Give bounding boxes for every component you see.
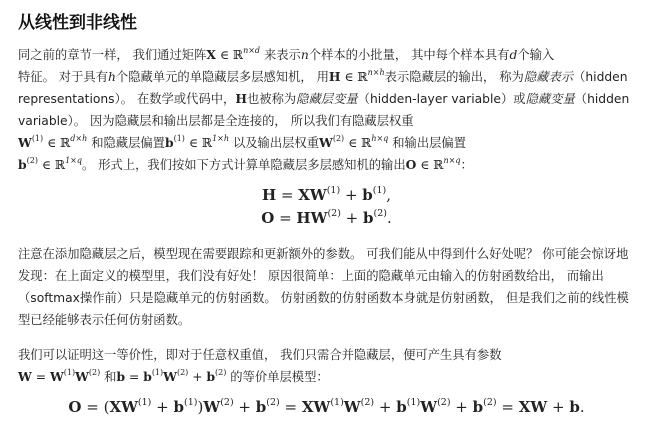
matrix-w1: W — [49, 369, 64, 384]
math-in: ∈ ℝ — [184, 136, 213, 150]
eq-term: XW — [298, 186, 327, 204]
dim-sup: h×q — [371, 134, 389, 143]
math-in: ∈ ℝ — [37, 158, 66, 172]
eq-term: b — [396, 398, 407, 416]
section-heading: 从线性到非线性 — [18, 13, 137, 33]
eq-sign: = — [125, 370, 144, 384]
eq-punct: . — [579, 398, 585, 416]
equation-output-layer — [18, 207, 635, 230]
matrix-h: H — [328, 69, 341, 84]
text: 个输入 — [517, 48, 555, 62]
superscript: (1) — [184, 397, 198, 408]
text: （hidden-layer variable） — [357, 92, 514, 106]
math-in: ∈ ℝ — [215, 48, 244, 62]
eq-term: b — [173, 398, 184, 416]
superscript: (1) — [151, 368, 164, 377]
equation-hidden-layer — [18, 184, 635, 207]
dim-sup: n×d — [243, 46, 261, 55]
superscript: (2) — [215, 368, 227, 377]
eq-plus: + — [340, 209, 364, 227]
paragraph-equivalence — [18, 344, 635, 388]
superscript: (1) — [137, 397, 152, 408]
text: 特征。 对于具有 — [18, 70, 108, 84]
equation-collapse — [18, 396, 635, 419]
superscript: (2) — [26, 156, 38, 165]
text: 个隐藏单元的单隐藏层多层感知机， 用 — [115, 70, 329, 84]
text: 。 因为隐藏层和输出层都是全连接的， 所以我们有隐藏层权重 — [73, 114, 414, 128]
eq-plus: + — [233, 398, 256, 416]
dim-sup: 1×q — [65, 156, 83, 165]
matrix-w2: W — [319, 135, 333, 150]
eq-sign: = — [31, 370, 50, 384]
superscript: (2) — [332, 134, 345, 143]
eq-term: W — [343, 398, 361, 416]
paragraph-intro — [18, 44, 635, 176]
text: 我们可以证明这一等价性，即对于任意权重值， 我们只需合并隐藏层，便可产生具有参数 — [18, 348, 502, 362]
text: 个样本的小批量， 其中每个样本具有 — [308, 48, 510, 62]
text: 来表示 — [260, 48, 301, 62]
eq-lhs: O — [68, 398, 82, 416]
paragraph-affine-note: 注意在添加隐藏层之后，模型现在需要跟踪和更新额外的参数。 可我们能从中得到什么好处呢？ 你可能会惊讶地发现：在上面定义的模型里，我们没有好处！ 原因很简单：上面的隐藏单元由输入的仿射函数给出， 而输出（softmax操作前）只是隐藏单元的仿射函数。 仿射函数的仿射函数本身就是仿射函数， 但是我们之前的线性模型已经能够表示任何仿射函数。 — [18, 247, 629, 327]
eq-paren: ) — [197, 398, 204, 416]
superscript: (1) — [326, 185, 341, 196]
math-in: ∈ ℝ — [340, 70, 368, 84]
eq-plus: + — [151, 398, 174, 416]
eq-term: b — [569, 398, 580, 416]
text: 和隐藏层偏置 — [87, 136, 165, 150]
superscript: (1) — [372, 185, 387, 196]
vector-b: b — [116, 369, 126, 384]
eq-term: XW — [109, 398, 138, 416]
text: （hidden representations） — [18, 70, 628, 106]
math-in: ∈ ℝ — [43, 136, 71, 150]
vector-b2: b — [18, 157, 27, 172]
text: 和 — [100, 370, 117, 384]
term-hidden-representation: 隐藏表示 — [523, 70, 574, 84]
matrix-w: W — [18, 369, 32, 384]
dim-sup: n×h — [367, 68, 385, 77]
text: 和输出层偏置 — [388, 136, 467, 150]
text: 。 在数学或代码中， — [120, 92, 236, 106]
eq-term: XW — [518, 398, 548, 416]
matrix-h: H — [235, 91, 247, 106]
superscript: (2) — [360, 397, 375, 408]
eq-term: XW — [301, 398, 331, 416]
superscript: (1) — [173, 134, 185, 143]
term-hidden-layer-variable: 隐藏层变量 — [296, 92, 358, 106]
var-n: n — [300, 48, 309, 62]
eq-term: HW — [296, 209, 328, 227]
eq-sign: = ( — [81, 398, 110, 416]
superscript: (2) — [176, 368, 189, 377]
eq-lhs: H — [261, 186, 277, 204]
eq-plus: + — [547, 398, 570, 416]
text: 的等价单层模型： — [226, 370, 329, 384]
eq-sign: = — [274, 209, 297, 227]
eq-plus: + — [450, 398, 473, 416]
superscript: (2) — [437, 397, 451, 408]
var-h: h — [108, 70, 116, 84]
superscript: (2) — [88, 368, 101, 377]
superscript: (2) — [266, 397, 280, 408]
text: 以及输出层权重 — [229, 136, 320, 150]
dim-sup: n×q — [443, 156, 461, 165]
term-hidden-variable: 隐藏变量 — [525, 92, 575, 106]
matrix-o: O — [405, 157, 417, 172]
superscript: (2) — [220, 397, 234, 408]
superscript: (1) — [31, 134, 44, 143]
superscript: (1) — [406, 397, 421, 408]
text: 或 — [513, 92, 526, 106]
vector-b1: b — [143, 369, 152, 384]
eq-plus: + — [188, 370, 207, 384]
superscript: (2) — [373, 208, 387, 219]
eq-term: b — [472, 398, 484, 416]
eq-plus: + — [374, 398, 397, 416]
eq-sign: = — [496, 398, 519, 416]
text: 。 形式上，我们按如下方式计算单隐藏层多层感知机的输出 — [82, 158, 406, 172]
eq-lhs: O — [261, 209, 275, 227]
eq-term: W — [420, 398, 438, 416]
text: ： — [460, 158, 473, 172]
matrix-w1: W — [18, 135, 32, 150]
text: 也被称为 — [246, 92, 297, 106]
eq-term: W — [203, 398, 221, 416]
matrix-x: X — [206, 47, 216, 62]
vector-b1: b — [164, 135, 174, 150]
math-in: ∈ ℝ — [416, 158, 444, 172]
vector-b2: b — [206, 369, 216, 384]
text: 表示隐藏层的输出， 称为 — [384, 70, 524, 84]
dim-sup: 1×h — [212, 134, 230, 143]
eq-plus: + — [340, 186, 363, 204]
eq-term: b — [363, 209, 374, 227]
dim-sup: d×h — [70, 134, 88, 143]
superscript: (2) — [327, 208, 341, 219]
eq-term: b — [362, 186, 373, 204]
superscript: (1) — [330, 397, 344, 408]
eq-punct: . — [386, 209, 392, 227]
superscript: (2) — [483, 397, 497, 408]
eq-sign: = — [276, 186, 299, 204]
matrix-w2: W — [75, 369, 89, 384]
text: （hidden variable） — [18, 92, 630, 128]
text: 同之前的章节一样， 我们通过矩阵 — [18, 48, 207, 62]
superscript: (1) — [63, 368, 76, 377]
eq-term: b — [255, 398, 267, 416]
eq-punct: , — [386, 186, 392, 204]
matrix-w2: W — [163, 369, 177, 384]
eq-sign: = — [279, 398, 302, 416]
var-d: d — [509, 48, 518, 62]
math-in: ∈ ℝ — [344, 136, 372, 150]
